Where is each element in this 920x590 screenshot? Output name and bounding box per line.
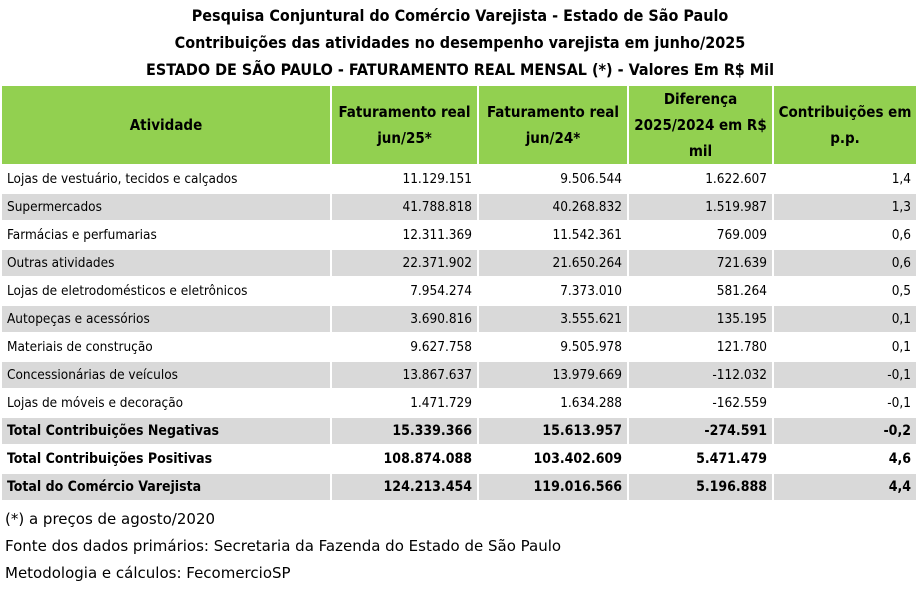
activity-cell: Autopeças e acessórios <box>2 306 332 334</box>
difference-cell: -162.559 <box>629 390 774 418</box>
total-row-retail <box>2 474 918 502</box>
activity-cell: Supermercados <box>2 194 332 222</box>
revenue-jun24-cell: 13.979.669 <box>479 362 629 390</box>
difference-cell: 121.780 <box>629 334 774 362</box>
difference-cell: 581.264 <box>629 278 774 306</box>
total-row-positive <box>2 446 918 474</box>
header-difference: Diferença 2025/2024 em R$ mil <box>629 86 774 166</box>
revenue-jun24-cell: 1.634.288 <box>479 390 629 418</box>
revenue-jun24-cell: 103.402.609 <box>479 446 629 474</box>
revenue-jun25-cell: 15.339.366 <box>332 418 479 446</box>
table-row <box>2 334 918 362</box>
contribution-cell: -0,2 <box>774 418 918 446</box>
footnotes <box>5 506 561 587</box>
contribution-cell: 4,6 <box>774 446 918 474</box>
table-row <box>2 390 918 418</box>
header-contribution: Contribuições em p.p. <box>774 86 918 166</box>
revenue-jun25-cell: 12.311.369 <box>332 222 479 250</box>
revenue-jun24-cell: 15.613.957 <box>479 418 629 446</box>
revenue-jun25-cell: 108.874.088 <box>332 446 479 474</box>
difference-cell: 1.519.987 <box>629 194 774 222</box>
contribution-cell: 4,4 <box>774 474 918 502</box>
revenue-jun25-cell: 11.129.151 <box>332 166 479 194</box>
table-row <box>2 194 918 222</box>
title-line-2: Contribuições das atividades no desempenho varejista em junho/2025 <box>174 33 746 52</box>
difference-cell: 1.622.607 <box>629 166 774 194</box>
revenue-jun25-cell: 13.867.637 <box>332 362 479 390</box>
difference-cell: -274.591 <box>629 418 774 446</box>
difference-cell: 5.471.479 <box>629 446 774 474</box>
title-line-3: ESTADO DE SÃO PAULO - FATURAMENTO REAL MENSAL (*) - Valores Em R$ Mil <box>145 60 774 79</box>
revenue-jun25-cell: 1.471.729 <box>332 390 479 418</box>
revenue-jun24-cell: 9.505.978 <box>479 334 629 362</box>
title-block <box>0 0 920 83</box>
table-row <box>2 166 918 194</box>
header-activity: Atividade <box>2 86 332 166</box>
activity-cell: Outras atividades <box>2 250 332 278</box>
activity-cell: Materiais de construção <box>2 334 332 362</box>
contribution-cell: 0,6 <box>774 250 918 278</box>
table-row <box>2 362 918 390</box>
source-note: Fonte dos dados primários: Secretaria da Fazenda do Estado de São Paulo <box>5 537 562 555</box>
contribution-cell: 0,6 <box>774 222 918 250</box>
activity-cell: Concessionárias de veículos <box>2 362 332 390</box>
contributions-table <box>2 86 918 502</box>
title-line-1: Pesquisa Conjuntural do Comércio Varejista - Estado de São Paulo <box>191 6 729 25</box>
revenue-jun25-cell: 3.690.816 <box>332 306 479 334</box>
difference-cell: -112.032 <box>629 362 774 390</box>
contribution-cell: 1,4 <box>774 166 918 194</box>
revenue-jun24-cell: 11.542.361 <box>479 222 629 250</box>
contribution-cell: -0,1 <box>774 362 918 390</box>
revenue-jun24-cell: 3.555.621 <box>479 306 629 334</box>
table-row <box>2 306 918 334</box>
header-revenue-jun25: Faturamento real jun/25* <box>332 86 479 166</box>
difference-cell: 769.009 <box>629 222 774 250</box>
difference-cell: 721.639 <box>629 250 774 278</box>
difference-cell: 135.195 <box>629 306 774 334</box>
revenue-jun24-cell: 21.650.264 <box>479 250 629 278</box>
header-revenue-jun24: Faturamento real jun/24* <box>479 86 629 166</box>
activity-cell: Total Contribuições Negativas <box>2 418 332 446</box>
activity-cell: Total do Comércio Varejista <box>2 474 332 502</box>
table-row <box>2 222 918 250</box>
table-header-row <box>2 86 918 166</box>
contribution-cell: 0,1 <box>774 334 918 362</box>
activity-cell: Lojas de móveis e decoração <box>2 390 332 418</box>
total-row-negative <box>2 418 918 446</box>
revenue-jun25-cell: 41.788.818 <box>332 194 479 222</box>
table-row <box>2 278 918 306</box>
activity-cell: Farmácias e perfumarias <box>2 222 332 250</box>
difference-cell: 5.196.888 <box>629 474 774 502</box>
contribution-cell: 0,1 <box>774 306 918 334</box>
revenue-jun25-cell: 22.371.902 <box>332 250 479 278</box>
table-row <box>2 250 918 278</box>
activity-cell: Lojas de eletrodomésticos e eletrônicos <box>2 278 332 306</box>
contribution-cell: 0,5 <box>774 278 918 306</box>
revenue-jun25-cell: 124.213.454 <box>332 474 479 502</box>
revenue-jun24-cell: 119.016.566 <box>479 474 629 502</box>
revenue-jun24-cell: 9.506.544 <box>479 166 629 194</box>
methodology-note: Metodologia e cálculos: FecomercioSP <box>5 564 291 582</box>
activity-cell: Lojas de vestuário, tecidos e calçados <box>2 166 332 194</box>
revenue-jun24-cell: 40.268.832 <box>479 194 629 222</box>
revenue-jun25-cell: 9.627.758 <box>332 334 479 362</box>
revenue-jun25-cell: 7.954.274 <box>332 278 479 306</box>
contribution-cell: 1,3 <box>774 194 918 222</box>
contribution-cell: -0,1 <box>774 390 918 418</box>
price-note: (*) a preços de agosto/2020 <box>5 510 216 528</box>
revenue-jun24-cell: 7.373.010 <box>479 278 629 306</box>
activity-cell: Total Contribuições Positivas <box>2 446 332 474</box>
